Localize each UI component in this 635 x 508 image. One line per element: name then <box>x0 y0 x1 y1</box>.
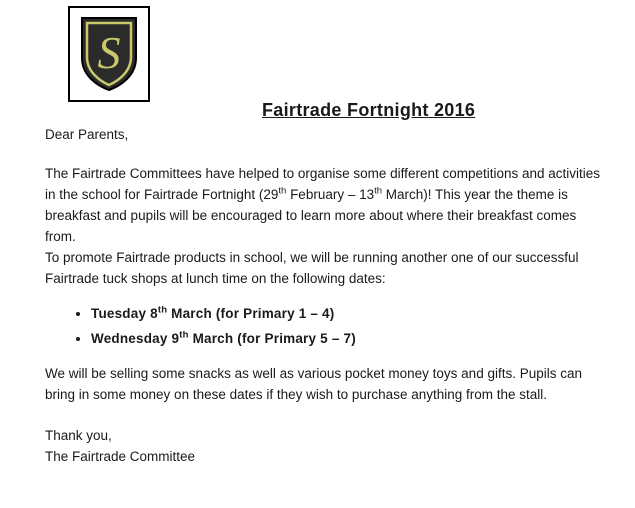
salutation: Dear Parents, <box>45 127 129 142</box>
page-title: Fairtrade Fortnight 2016 <box>262 100 476 120</box>
bullet-wednesday-trail: March (for Primary 5 – 7) <box>188 331 356 346</box>
thank-you-line: Thank you, <box>45 428 112 443</box>
sign-off <box>45 425 601 467</box>
dates-list <box>45 303 601 349</box>
bullet-tuesday-trail: March (for Primary 1 – 4) <box>167 306 335 321</box>
list-item <box>91 328 601 349</box>
intro-text-1: The Fairtrade Committees have helped to organise some different competitions and activities in the school for Fairtrade Fortnight (29 <box>45 166 601 202</box>
intro-sup-2: th <box>374 185 383 197</box>
paragraph-closing: We will be selling some snacks as well as various pocket money toys and gifts. Pupils can bring in some money on these dates if they wish to purchase anything from the stall. <box>45 366 582 402</box>
svg-text:S: S <box>97 27 121 78</box>
signature-line: The Fairtrade Committee <box>45 449 196 464</box>
school-crest <box>68 6 150 102</box>
intro-text-2: February – 13 <box>286 187 375 202</box>
shield-icon <box>78 14 140 94</box>
intro-text-3: March)! This year the theme is breakfast and pupils will be encouraged to learn more about where their breakfast comes from. <box>45 187 577 244</box>
bullet-wednesday-sup: th <box>179 329 189 341</box>
paragraph-tuck-shops: To promote Fairtrade products in school, we will be running another one of our successful Fairtrade tuck shops at lunch time on the following dates: <box>45 250 579 286</box>
intro-sup-1: th <box>278 185 287 197</box>
letter-body <box>45 124 601 467</box>
list-item <box>91 303 601 324</box>
bullet-tuesday-sup: th <box>157 304 168 316</box>
bullet-tuesday-lead: Tuesday 8 <box>91 306 158 321</box>
bullet-wednesday-lead: Wednesday 9 <box>91 331 180 346</box>
paragraph-intro <box>45 163 601 247</box>
